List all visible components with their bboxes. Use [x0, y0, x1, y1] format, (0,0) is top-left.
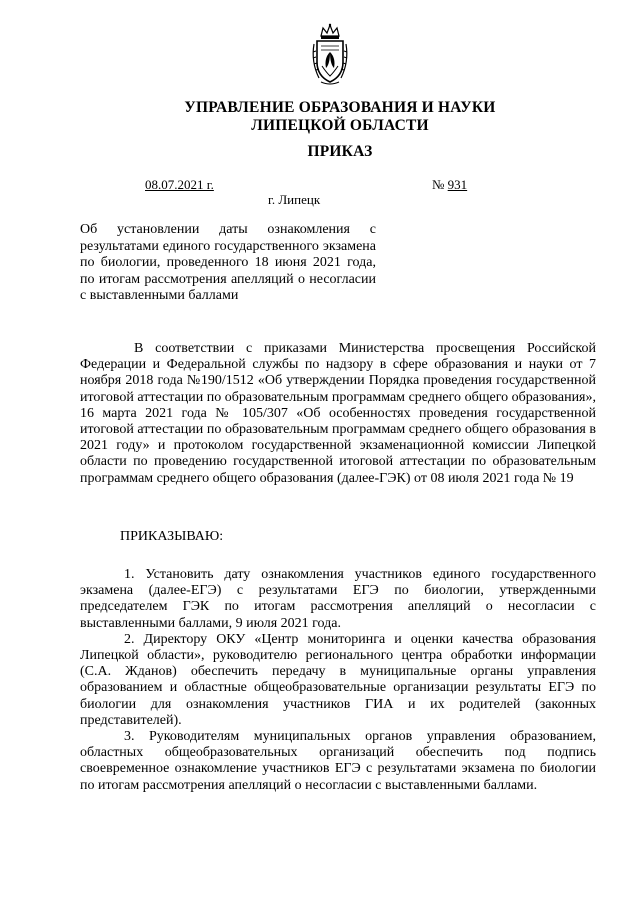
- organization-name-line1: УПРАВЛЕНИЕ ОБРАЗОВАНИЯ И НАУКИ: [184, 99, 496, 116]
- preamble-block: [80, 341, 596, 487]
- preamble-paragraph: В соответствии с приказами Министерства просвещения Российской Федерации и Федеральной службы по надзору в сфере образования и науки от 7 ноября 2018 года №190/1512 «Об утверждении Порядка проведения государственной итоговой аттестации по образовательным программам среднего общего образования», 16 марта 2021 года № 105/307 «Об особенностях проведения государственной итоговой аттестации по образовательным программам среднего общего образования в 2021 году» и протоколом государственной экзаменационной комиссии Липецкой области по проведению государственной итоговой аттестации по образовательным программам среднего общего образования (далее-ГЭК) от 08 июля 2021 года № 19: [80, 341, 596, 486]
- city: г. Липецк: [268, 192, 321, 207]
- order-directive-word: ПРИКАЗЫВАЮ:: [120, 529, 224, 544]
- order-subject: Об установлении даты ознакомления с результатами единого государственного экзамена по биологии, проведенного 18 июня 2021 года, по итогам рассмотрения апелляций о несогласии с выставленными баллами: [80, 222, 376, 303]
- order-number: [432, 177, 467, 193]
- document-type-title: ПРИКАЗ: [307, 143, 373, 160]
- order-item-1: 1. Установить дату ознакомления участников единого государственного экзамена (далее-ЕГЭ) с результатами ЕГЭ по биологии, утвержденными председателем ГЭК по итогам рассмотрения апелляций о несогласии с выставленными баллами, 9 июля 2021 года.: [80, 567, 596, 631]
- order-item-3: 3. Руководителям муниципальных органов управления образованием, областных общеобразовательных организаций обеспечить под подпись своевременное ознакомление участников ЕГЭ с результатами экзамена по биологии по итогам рассмотрения апелляций о несогласии с выставленными баллами.: [80, 729, 596, 793]
- organization-name-line2: ЛИПЕЦКОЙ ОБЛАСТИ: [251, 117, 429, 134]
- order-number-value: 931: [447, 177, 468, 192]
- order-item-2: 2. Директору ОКУ «Центр мониторинга и оценки качества образования Липецкой области», руководителю регионального центра обработки информации (С.А. Жданов) обеспечить передачу в муниципальные органы управления образованием и областные общеобразовательные организации результаты ЕГЭ по биологии для ознакомления участников ГИА и их родителей (законных представителей).: [80, 631, 596, 728]
- order-number-prefix: №: [432, 177, 448, 192]
- coat-of-arms-emblem: [309, 22, 351, 86]
- order-items-list: [80, 567, 596, 794]
- order-date: 08.07.2021 г.: [145, 177, 214, 192]
